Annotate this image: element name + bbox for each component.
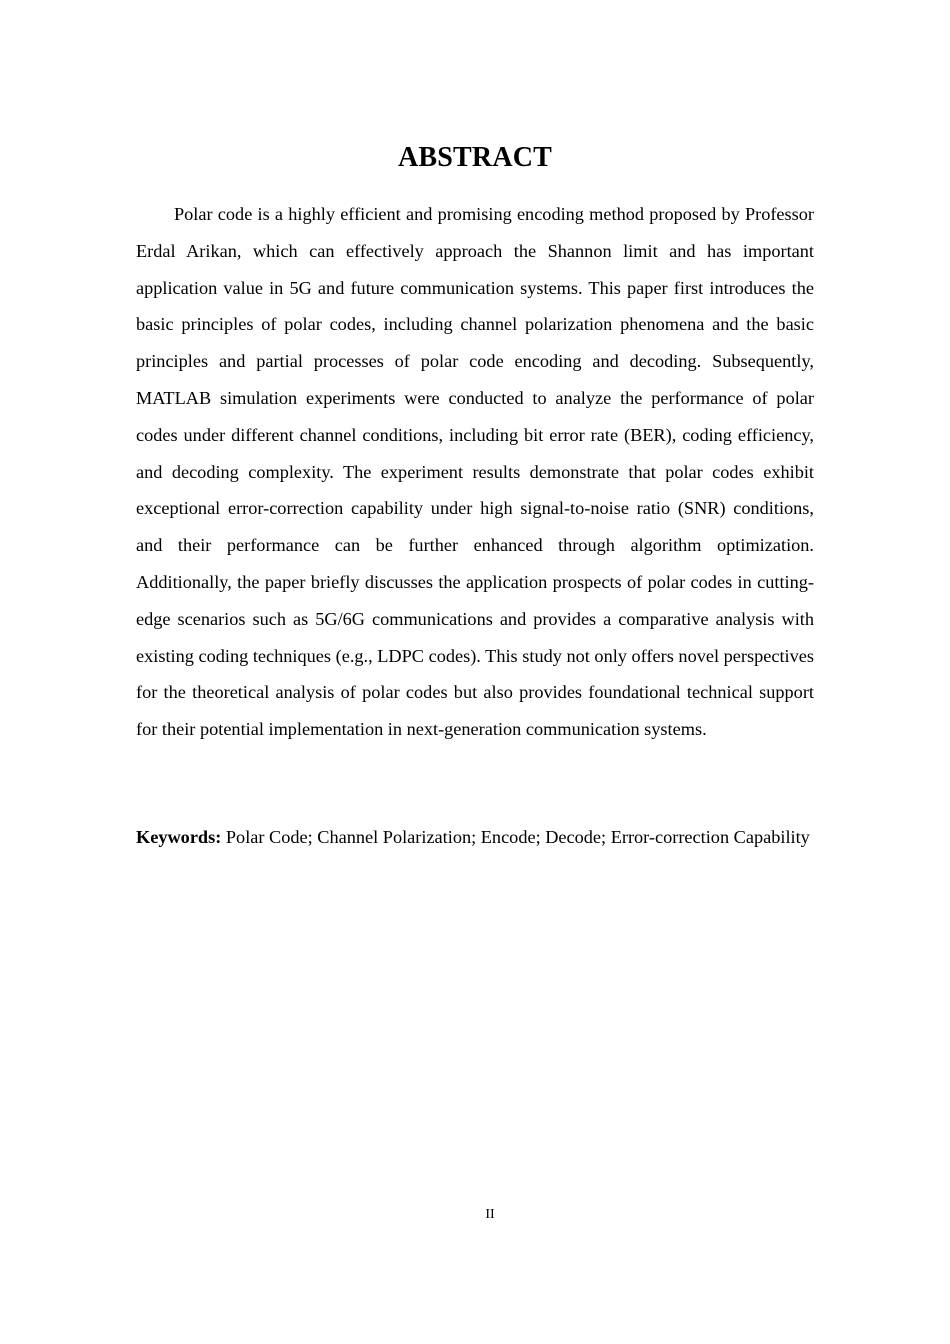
keywords-line — [136, 819, 814, 856]
page-title: ABSTRACT — [397, 142, 553, 173]
page-number: II — [485, 1207, 495, 1222]
abstract-paragraph: Polar code is a highly efficient and promising encoding method proposed by Professor Erdal Arikan, which can effectively approach the Shannon limit and has important application value in 5G and future communication systems. This paper first introduces the basic principles of polar codes, including channel polarization phenomena and the basic principles and partial processes of polar code encoding and decoding. Subsequently, MATLAB simulation experiments were conducted to analyze the performance of polar codes under different channel conditions, including bit error rate (BER), coding efficiency, and decoding complexity. The experiment results demonstrate that polar codes exhibit exceptional error-correction capability under high signal-to-noise ratio (SNR) conditions, and their performance can be further enhanced through algorithm optimization. Additionally, the paper briefly discusses the application prospects of polar codes in cutting-edge scenarios such as 5G/6G communications and provides a comparative analysis with existing coding techniques (e.g., LDPC codes). This study not only offers novel perspectives for the theoretical analysis of polar codes but also provides foundational technical support for their potential implementation in next-generation communication systems. — [136, 204, 814, 740]
keywords-text: Polar Code; Channel Polarization; Encode; Decode; Error-correction Capability — [221, 827, 810, 847]
keywords-label: Keywords: — [136, 827, 222, 847]
